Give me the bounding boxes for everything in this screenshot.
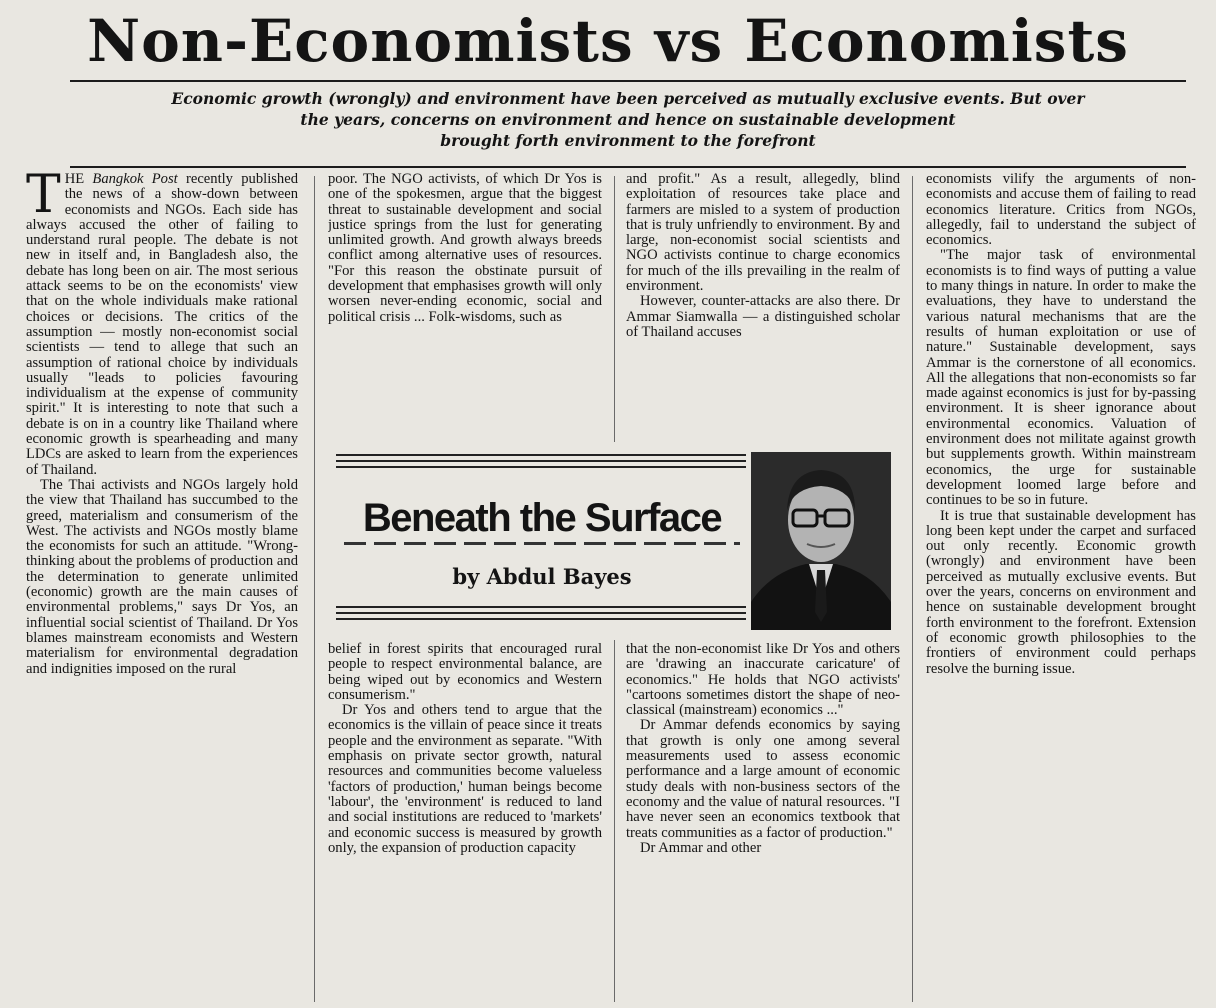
- column-2-top: [328, 172, 602, 444]
- col2-top-paragraph: poor. The NGO activists, of which Dr Yos is one of the spokesmen, argue that the biggest threat to sustainable development and social justice springs from the lust for generating unlimited growth. And growth always breeds conflict among alternative uses of resources. "For this reason the obstinate pursuit of development that emphasises growth will only worsen never-ending economic, social and political crisis ... Folk-wisdoms, such as: [328, 172, 602, 325]
- col4-paragraph-1: economists vilify the arguments of non-economists and accuse them of failing to read economics literature. Critics from NGOs, allegedly, fail to understand the subject of economics.: [926, 172, 1196, 249]
- column-divider: [614, 640, 615, 1002]
- col3-bottom-paragraph-3: Dr Ammar and other: [640, 839, 762, 856]
- decorative-dashes: [344, 542, 740, 545]
- column-1: [26, 172, 298, 1004]
- deck-line-3: brought forth environment to the forefront: [440, 131, 816, 150]
- col3-bottom-paragraph-1: that the non-economist like Dr Yos and others are 'drawing an inaccurate caricature' of economics." He holds that NGO activists' "cartoons sometimes distort the shape of neo-classical (mainstream) economics ...": [626, 642, 900, 719]
- col2-bottom-paragraph-1: belief in forest spirits that encouraged rural people to respect environmental balance, are being wiped out by economics and Western consumerism.": [328, 642, 602, 703]
- deck-rule: [70, 166, 1186, 168]
- column-3-bottom: [626, 642, 900, 1004]
- col1-paragraph-2: The Thai activists and NGOs largely hold the view that Thailand has succumbed to the greed, materialism and consumerism of the West. The activists and NGOs mostly blame the economists for such an attitude. "Wrong-thinking about the problems of production and the determination to generate unlimited (economic) growth are the main causes of environmental problems," says Dr Yos, an influential social scientist of Thailand. Dr Yos blames mainstream economists and Western materialism for environmental degradation and indignities imposed on the rural: [26, 476, 298, 677]
- col4-paragraph-2: "The major task of environmental economists is to find ways of putting a value to many things in nature. In order to make the evaluations, they have to understand the various natural mechanisms that are the results of human exploitation or use of nature." Sustainable development, says Ammar is the cornerstone of all economics. All the allegations that non-economists so far made against economics is just for by-passing environment. It is sheer ignorance about environmental economics. Valuation of environment does not militate against growth but supplements growth. Within mainstream economics, the urge for sustainable development loomed large before and continues to be so in future.: [926, 247, 1196, 509]
- decorative-rules: [336, 454, 746, 470]
- publication-name: Bangkok Post: [92, 172, 178, 187]
- col3-top-paragraph-1: and profit." As a result, allegedly, blind exploitation of resources take place and farmers are misled to a system of production that is truly unfriendly to environment. By and large, non-economist social scientists and NGO activists continue to charge economics for much of the ills prevailing in the realm of environment.: [626, 172, 900, 295]
- column-2-bottom: [328, 642, 602, 1004]
- byline: by Abdul Bayes: [452, 564, 632, 589]
- headline: Non-Economists vs Economists: [87, 7, 1129, 75]
- column-title: Beneath the Surface: [362, 496, 722, 540]
- col1-paragraph-1: THE Bangkok Post recently published the news of a show-down between economists and NGOs. Each side has always accused the other of failing to understand rural people. The debate is not new in itself and, in Bangladesh also, the debate has long been on air. The most serious attack seems to be on the economists' view that on the whole individuals make rational choices or decisions. The critics of the assumption — mostly non-economist social scientists — tend to allege that such an assumption of rational choice by individuals usually "leads to policies favouring individualism at the expense of community spirit." It is interesting to note that such a debate is on in a country like Thailand where economic growth is spearheading and many LDCs are asked to learn from the experiences of Thailand.: [26, 172, 298, 478]
- deck-line-2: the years, concerns on environment and hence on sustainable development: [300, 110, 956, 129]
- deck: [70, 88, 1186, 151]
- column-3-top: [626, 172, 900, 444]
- column-divider: [314, 176, 315, 1002]
- decorative-rules: [336, 606, 746, 622]
- author-photo-icon: [751, 452, 891, 630]
- col3-top-paragraph-2: However, counter-attacks are also there. Dr Ammar Siamwalla — a distinguished scholar of Thailand accuses: [626, 293, 900, 340]
- column-4: [926, 172, 1196, 1004]
- column-divider: [614, 176, 615, 442]
- drop-cap: T: [26, 172, 61, 225]
- top-rule: [70, 80, 1186, 82]
- column-divider: [912, 176, 913, 1002]
- author-photo: [751, 452, 891, 630]
- column-header-box: [330, 452, 890, 630]
- col3-bottom-paragraph-2: Dr Ammar defends economics by saying that growth is only one among several measurements used to assess economic performance and a large amount of economic study deals with non-business sectors of the economy and the value of natural resources. "I have never seen an economics textbook that treats communities as a factor of production.": [626, 717, 900, 841]
- col4-paragraph-3: It is true that sustainable development has long been kept under the carpet and surfaced out only recently. Economic growth (wrongly) and environment have been perceived as mutually exclusive events. But over the years, concerns on environment and hence on sustainable development brought forth environment to the forefront. Extension of economic growth philosophies to the frontiers of environment could perhaps resolve the burning issue.: [926, 507, 1196, 677]
- deck-line-1: Economic growth (wrongly) and environment have been perceived as mutually exclusive events. But over: [171, 89, 1085, 108]
- col2-bottom-paragraph-2: Dr Yos and others tend to argue that the economics is the villain of peace since it treats people and the environment as separate. "With emphasis on private sector growth, natural resources and communities become valueless 'factors of production,' human beings become 'labour', the 'environment' is reduced to land and social institutions are reduced to 'markets' and economic success is measured by growth only, the expansion of production capacity: [328, 702, 602, 856]
